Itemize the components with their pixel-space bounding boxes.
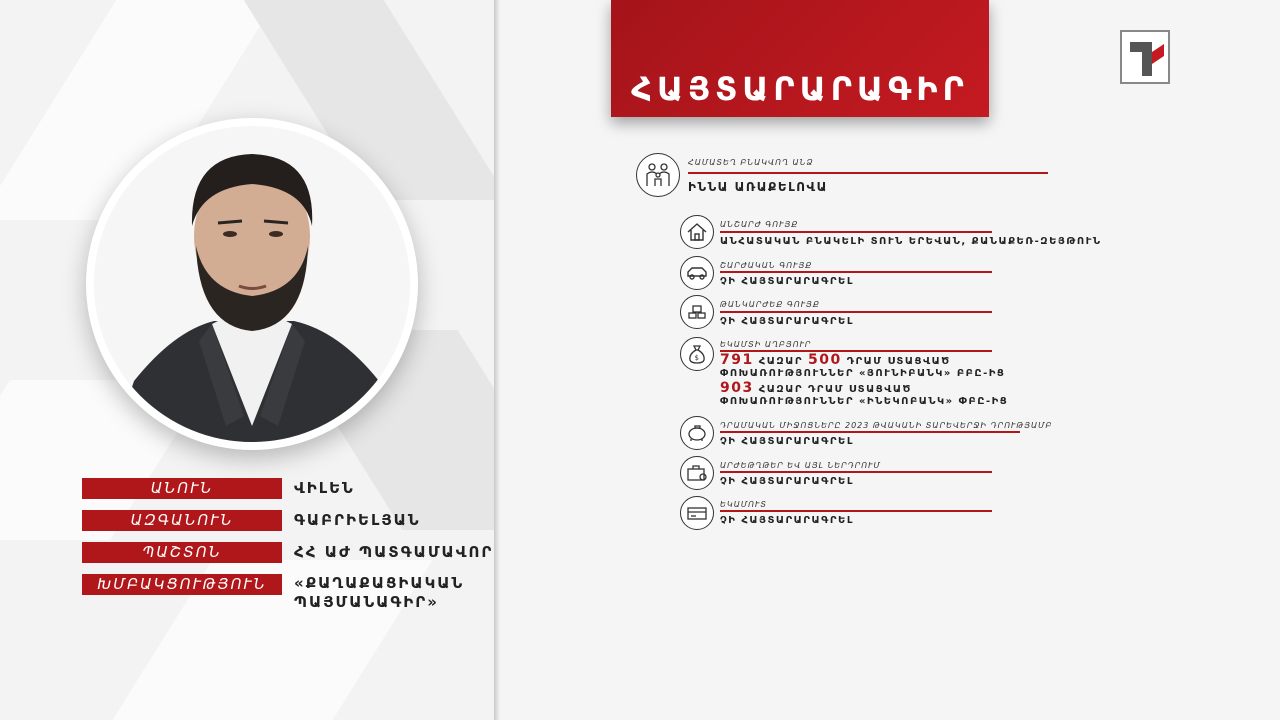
red-rule (720, 311, 992, 313)
item-caption: ԱՐԺԵԹՂԹԵՐ ԵՎ ԱՅԼ ՆԵՐԴՐՈՒՄ (720, 461, 881, 470)
income-line-3 (720, 380, 912, 396)
income-line-4: ՓՈԽԱՌՈՒԹՅՈՒՆՆԵՐ «ԻՆԵԿՈԲԱՆԿ» ՓԲԸ-ԻՑ (720, 396, 1009, 407)
position-value: ՀՀ ԱԺ ՊԱՏԳԱՄԱՎՈՐ (294, 543, 494, 561)
panel-divider (494, 0, 500, 720)
cohabitant-caption: ՀԱՄԱՏԵՂ ԲՆԱԿՎՈՂ ԱՆՁ (688, 158, 814, 167)
house-icon (680, 215, 714, 249)
surname-value: ԳԱԲՐԻԵԼՅԱՆ (294, 511, 421, 529)
item-value: ՉԻ ՀԱՅՏԱՐԱՐԱԳՐԵԼ (720, 515, 854, 526)
item-caption: ԵԿԱՄՏԻ ԱՂԲՅՈՒՐ (720, 340, 812, 349)
item-value: ՉԻ ՀԱՅՏԱՐԱՐԱԳՐԵԼ (720, 476, 854, 487)
gold-bars-icon (680, 295, 714, 329)
surname-label: ԱԶԳԱՆՈՒՆ (82, 510, 282, 531)
money-bag-icon (680, 337, 714, 371)
item-value: ՉԻ ՀԱՅՏԱՐԱՐԱԳՐԵԼ (720, 276, 854, 287)
red-rule (720, 431, 1020, 433)
item-value: ՉԻ ՀԱՅՏԱՐԱՐԱԳՐԵԼ (720, 436, 854, 447)
item-caption: ԹԱՆԿԱՐԺԵՔ ԳՈՒՅՔ (720, 300, 820, 309)
name-label: ԱՆՈՒՆ (82, 478, 282, 499)
income-line-2: ՓՈԽԱՌՈՒԹՅՈՒՆՆԵՐ «ՅՈՒՆԻԲԱՆԿ» ԲԲԸ-ԻՑ (720, 368, 1006, 379)
income-desc-2: ՀԱԶԱՐ ԴՐԱՄ ՍՏԱՑՎԱԾ (758, 384, 912, 395)
faction-value-line2: ՊԱՅՄԱՆԱԳԻՐ» (294, 593, 439, 611)
income-line-1 (720, 352, 951, 368)
item-caption: ԱՆՇԱՐԺ ԳՈՒՅՔ (720, 220, 799, 229)
red-rule (720, 510, 992, 512)
item-value: ՉԻ ՀԱՅՏԱՐԱՐԱԳՐԵԼ (720, 316, 854, 327)
portrait-photo (94, 126, 410, 442)
item-caption: ՇԱՐԺԱԿԱՆ ԳՈՒՅՔ (720, 261, 813, 270)
family-icon (636, 153, 680, 197)
item-caption: ԵԿԱՄՈՒՏ (720, 500, 767, 509)
car-icon (680, 256, 714, 290)
position-label: ՊԱՇՏՈՆ (82, 542, 282, 563)
page-title: ՀԱՅՏԱՐԱՐԱԳԻՐ (631, 70, 969, 108)
income-amount-903: 903 (720, 380, 754, 396)
red-rule (720, 471, 992, 473)
piggy-bank-icon (680, 416, 714, 450)
portrait-frame (86, 118, 418, 450)
red-rule (720, 231, 992, 233)
item-caption: ԴՐԱՄԱԿԱՆ ՄԻՋՈՑՆԵՐԸ 2023 ԹՎԱԿԱՆԻ ՏԱՐԵՎԵՐՋԻ ԴՐՈՒԹՅԱՄԲ (720, 421, 1053, 430)
income-unit: ՀԱԶԱՐ (758, 356, 803, 367)
income-desc: ԴՐԱՄ ՍՏԱՑՎԱԾ (846, 356, 951, 367)
cohabitant-value: ԻՆՆԱ ԱՌԱՔԵԼՈՎԱ (688, 180, 828, 194)
svg-text:$: $ (694, 354, 699, 362)
item-value: ԱՆՀԱՏԱԿԱՆ ԲՆԱԿԵԼԻ ՏՈՒՆ ԵՐԵՎԱՆ, ՔԱՆԱՔԵՌ-ԶԵՅԹՈՒՆ (720, 236, 1102, 247)
briefcase-icon (680, 456, 714, 490)
name-value: ՎԻԼԵՆ (294, 479, 355, 497)
red-rule (720, 271, 992, 273)
credit-card-icon (680, 496, 714, 530)
faction-label: ԽՄԲԱԿՑՈՒԹՅՈՒՆ (82, 574, 282, 595)
income-amount-791: 791 (720, 352, 754, 368)
faction-value: «ՔԱՂԱՔԱՑԻԱԿԱՆ (294, 574, 465, 592)
red-rule (688, 172, 1048, 174)
channel-logo-icon (1120, 30, 1170, 84)
income-amount-500: 500 (807, 352, 842, 368)
profile-panel (0, 0, 494, 720)
